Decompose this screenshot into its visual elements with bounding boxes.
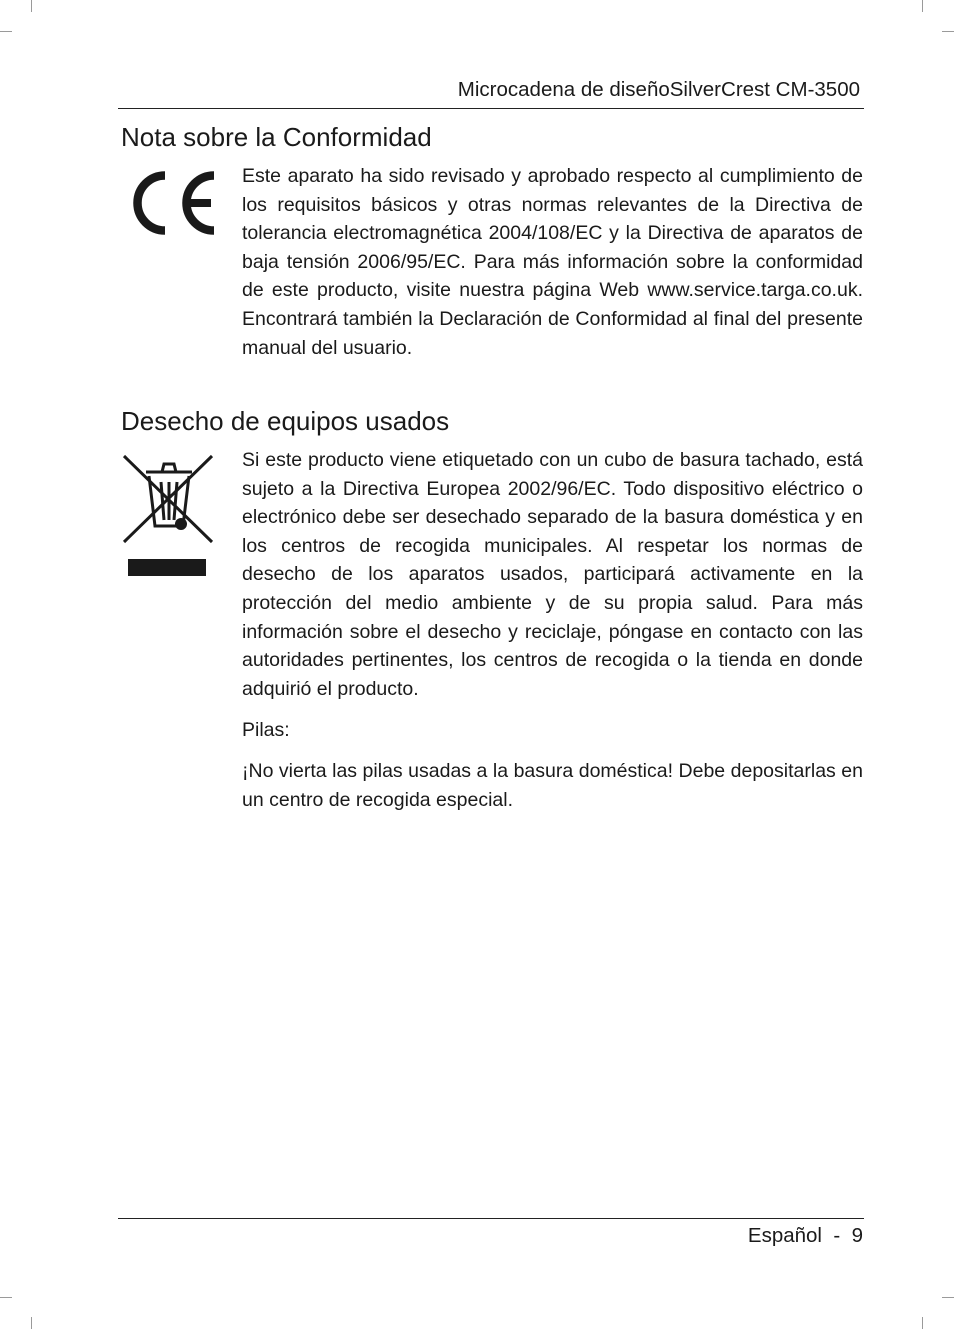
header-title: Microcadena de diseñoSilverCrest CM-3500 xyxy=(457,78,860,101)
page-number: Español - 9 xyxy=(747,1224,863,1247)
conformity-paragraph: Este aparato ha sido revisado y aprobado respecto al cumplimiento de los requisitos básicos y otras normas relevantes de la Directiva de tolerancia electromagnética 2004/108/EC y la Directiva de aparatos de baja tensión 2006/95/EC. Para más información sobre la conformidad de este producto, visite nuestra página Web www.service.targa.co.uk. Encontrará también la Declaración de Conformidad al final del presente manual del usuario. xyxy=(242,165,863,359)
crop-mark xyxy=(0,1297,12,1298)
crop-mark xyxy=(0,31,12,32)
crop-mark xyxy=(942,1297,954,1298)
disposal-paragraph: Si este producto viene etiquetado con un cubo de basura tachado, está sujeto a la Directiva Europea 2002/96/EC. Todo dispositivo eléctrico o electrónico debe ser desechado separado de la basura doméstica y en los centros de recogida municipales. Al respetar los normas de desecho de los aparatos usados, participará activamente en la protección del medio ambiente y de su propia salud. Para más información sobre el desecho y reciclaje, póngase en contacto con las autoridades pertinentes, los centros de recogida o la tienda en donde adquirió el producto. xyxy=(242,449,863,700)
crop-mark xyxy=(922,0,923,12)
crop-mark xyxy=(922,1317,923,1329)
crop-mark xyxy=(31,0,32,12)
crossed-bin-weee-icon xyxy=(120,452,216,580)
section-title-disposal: Desecho de equipos usados xyxy=(121,406,450,436)
crop-mark xyxy=(942,31,954,32)
batteries-label: Pilas: xyxy=(242,719,290,741)
page-footer xyxy=(118,1218,864,1255)
ce-mark-icon xyxy=(122,167,220,239)
batteries-paragraph: ¡No vierta las pilas usadas a la basura doméstica! Debe depositarlas en un centro de recogida especial. xyxy=(242,760,863,811)
crop-mark xyxy=(31,1317,32,1329)
section-title-conformity: Nota sobre la Conformidad xyxy=(121,122,432,152)
page-header xyxy=(118,76,864,109)
